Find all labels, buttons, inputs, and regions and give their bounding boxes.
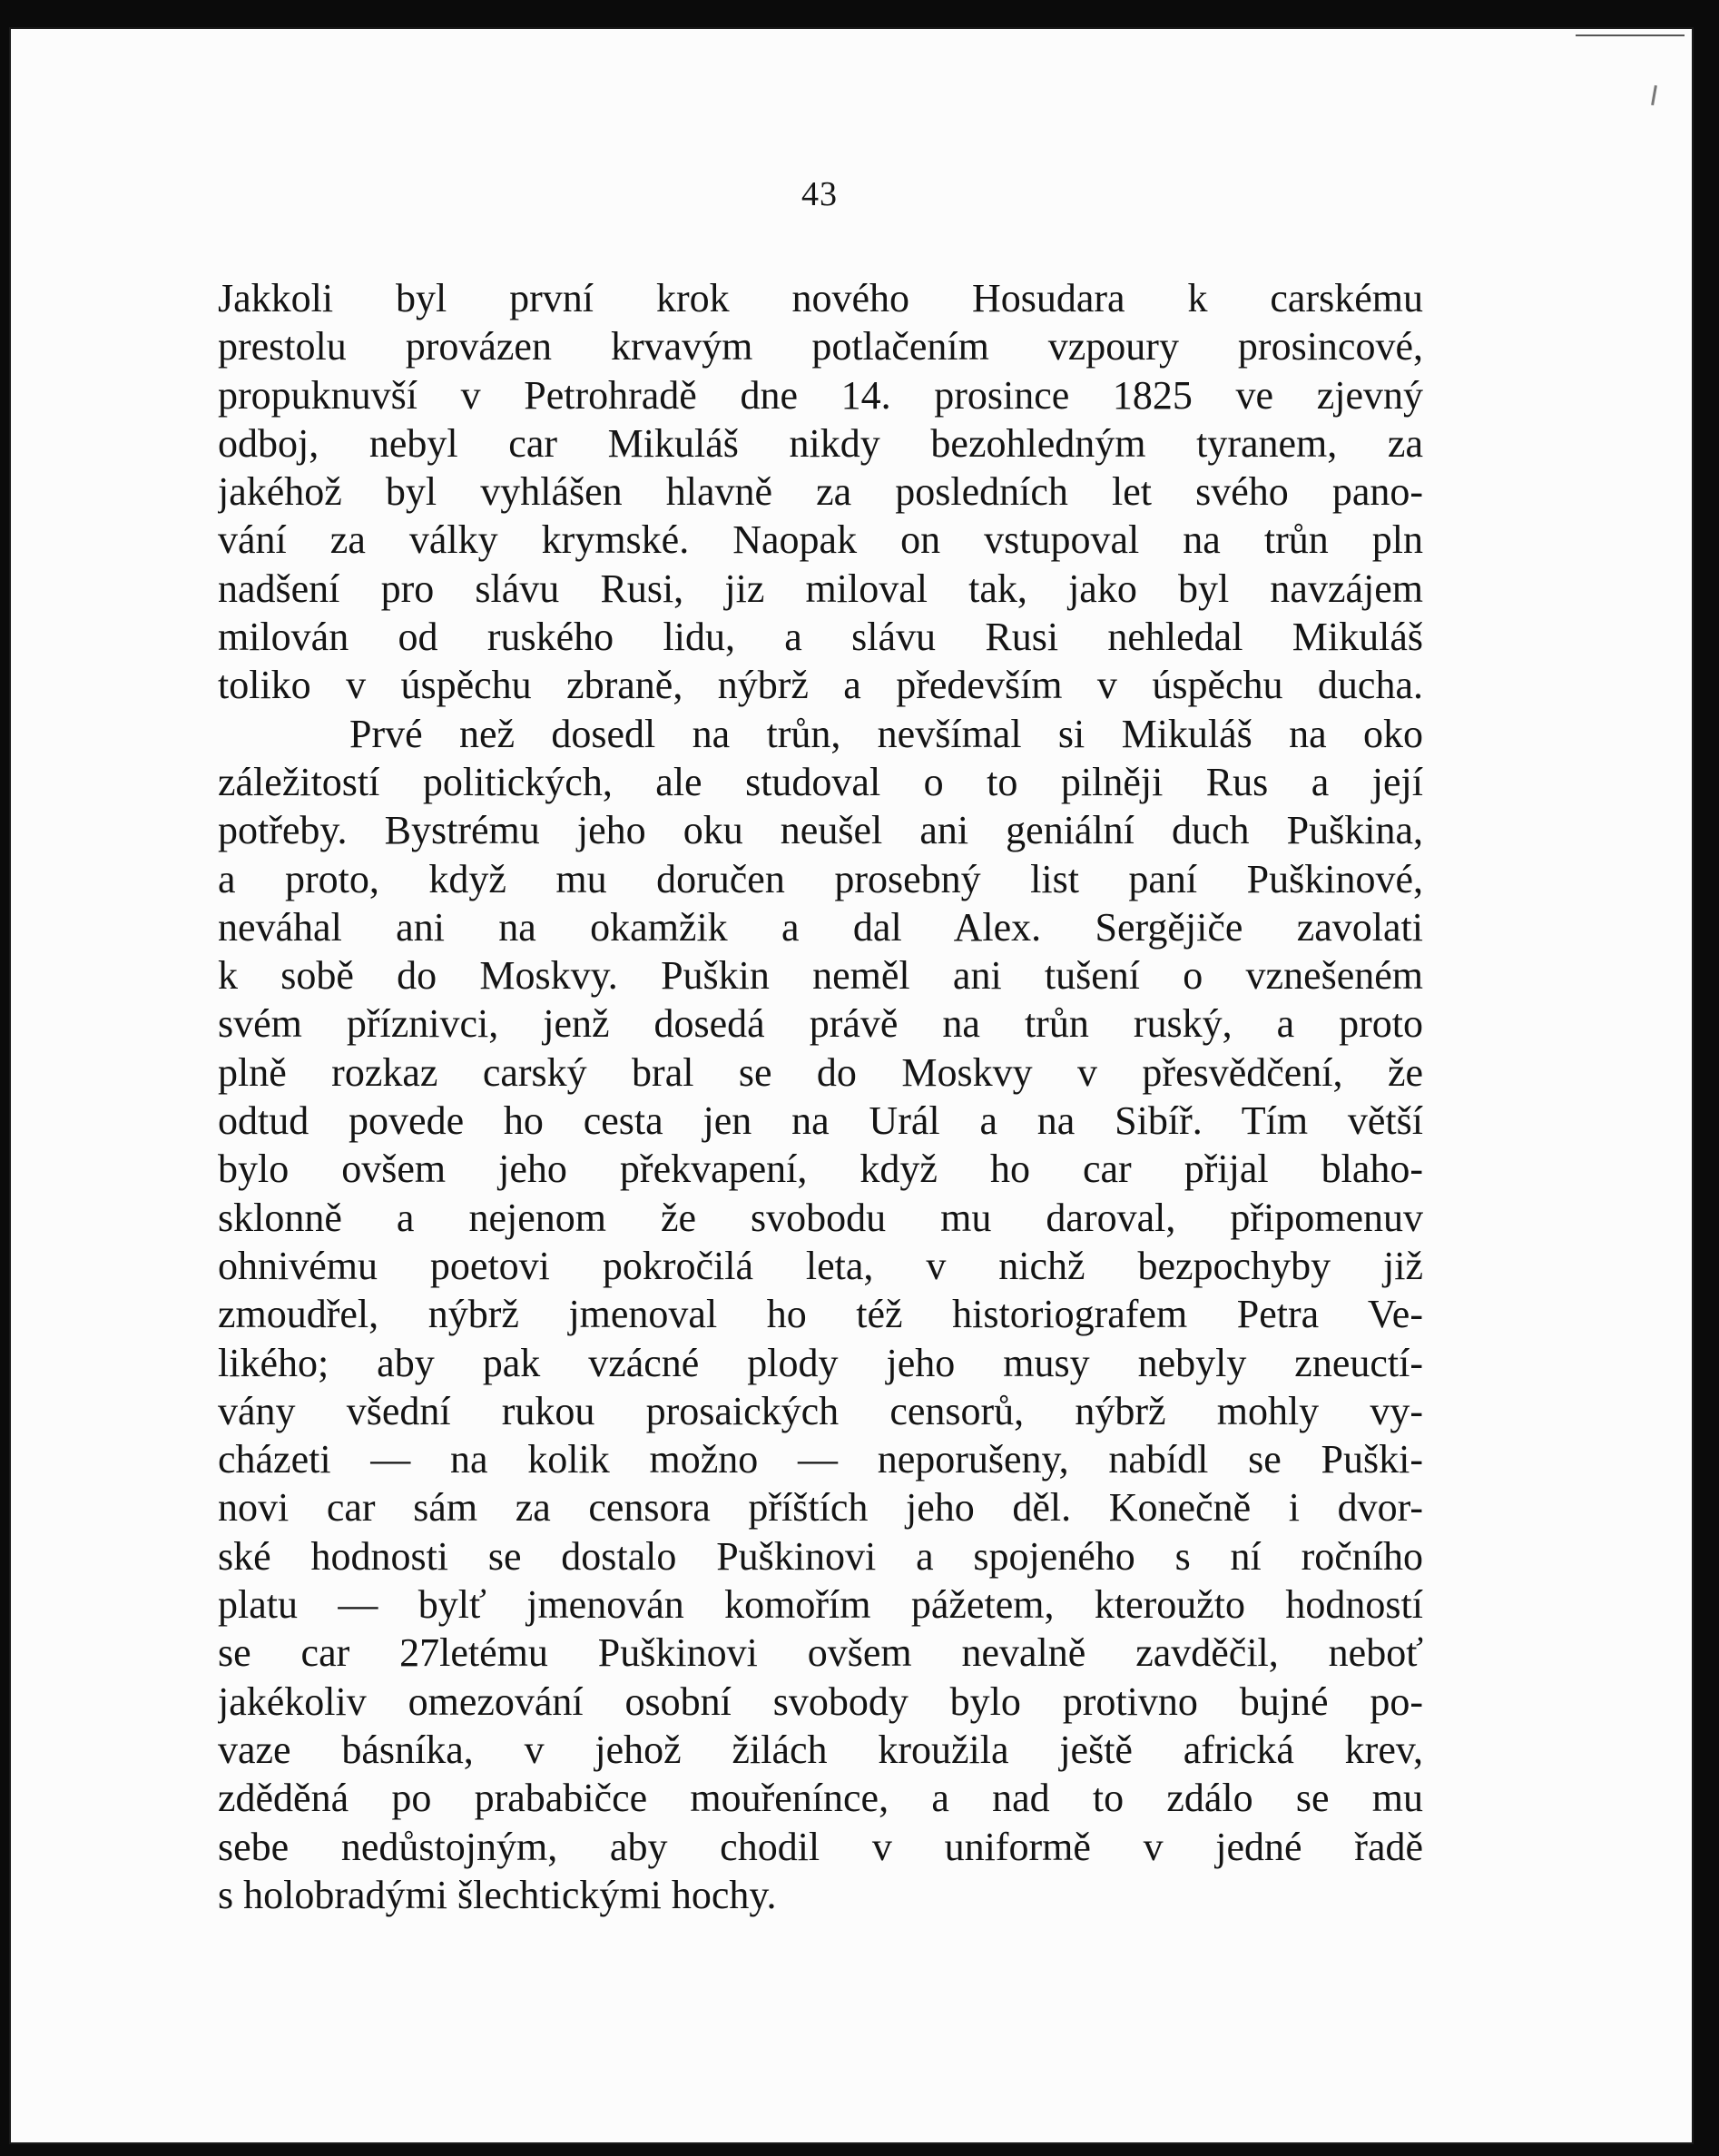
text-line: zmoudřel, nýbrž jmenoval ho též historiografem Petra Ve- <box>218 1292 1423 1337</box>
text-line: neváhal ani na okamžik a dal Alex. Sergějiče zavolati <box>218 904 1423 950</box>
text-line: milován od ruského lidu, a slávu Rusi nehledal Mikuláš <box>218 615 1423 660</box>
text-line: a proto, když mu doručen prosebný list paní Puškinové, <box>218 856 1423 901</box>
body-text <box>218 274 1423 1919</box>
page-number: 43 <box>801 175 838 213</box>
text-line: svém příznivci, jenž dosedá právě na trůn ruský, a proto <box>218 1001 1423 1047</box>
document-page <box>11 29 1692 2142</box>
text-line: jakéhož byl vyhlášen hlavně za posledních let svého pano- <box>218 469 1423 515</box>
text-line: sklonně a nejenom že svobodu mu daroval, připomenuv <box>218 1195 1423 1240</box>
text-line: vání za války krymské. Naopak on vstupoval na trůn pln <box>218 517 1423 563</box>
text-line: nadšení pro slávu Rusi, jiz miloval tak, jako byl navzájem <box>218 566 1423 611</box>
text-line: ské hodnosti se dostalo Puškinovi a spojeného s ní ročního <box>218 1533 1423 1579</box>
text-line: sebe nedůstojným, aby chodil v uniformě v jedné řadě <box>218 1824 1423 1869</box>
text-line: prestolu provázen krvavým potlačením vzpoury prosincové, <box>218 324 1423 369</box>
text-line: propuknuvší v Petrohradě dne 14. prosince 1825 ve zjevný <box>218 372 1423 418</box>
text-line: potřeby. Bystrému jeho oku neušel ani geniální duch Puškina, <box>218 808 1423 853</box>
text-line: jakékoliv omezování osobní svobody bylo protivno bujné po- <box>218 1679 1423 1724</box>
text-line: vány všední rukou prosaických censorů, nýbrž mohly vy- <box>218 1388 1423 1433</box>
text-line: odtud povede ho cesta jen na Urál a na Sibíř. Tím větší <box>218 1098 1423 1144</box>
text-line: Jakkoli byl první krok nového Hosudara k carskému <box>218 276 1423 320</box>
scan-edge-rule <box>1576 34 1685 36</box>
text-line: novi car sám za censora příštích jeho děl. Konečně i dvor- <box>218 1485 1423 1531</box>
text-line: toliko v úspěchu zbraně, nýbrž a především v úspěchu ducha. <box>218 663 1423 708</box>
text-line: odboj, nebyl car Mikuláš nikdy bezohledným tyranem, za <box>218 420 1423 466</box>
text-line: zděděná po prababičce mouřenínce, a nad to zdálo se mu <box>218 1776 1423 1821</box>
text-line: ohnivému poetovi pokročilá leta, v nichž bezpochyby již <box>218 1243 1423 1288</box>
text-line: cházeti — na kolik možno — neporušeny, nabídl se Puški- <box>218 1437 1423 1482</box>
text-line: k sobě do Moskvy. Puškin neměl ani tušení o vznešeném <box>218 953 1423 999</box>
text-line: likého; aby pak vzácné plody jeho musy nebyly zneuctí- <box>218 1340 1423 1385</box>
text-line: bylo ovšem jeho překvapení, když ho car přijal blaho- <box>218 1147 1423 1192</box>
text-line: vaze básníka, v jehož žilách kroužila ještě africká krev, <box>218 1727 1423 1772</box>
text-line: se car 27letému Puškinovi ovšem nevalně zavděčil, neboť <box>218 1630 1423 1676</box>
text-line: s holobradými šlechtickými hochy. <box>218 1872 777 1917</box>
scan-edge-mark <box>1651 85 1657 105</box>
text-line: plně rozkaz carský bral se do Moskvy v přesvědčení, že <box>218 1049 1423 1095</box>
text-line: Prvé než dosedl na trůn, nevšímal si Mikuláš na oko <box>349 711 1423 756</box>
text-line: záležitostí politických, ale studoval o to pilněji Rus a její <box>218 759 1423 804</box>
text-line: platu — bylť jmenován komořím pážetem, kteroužto hodností <box>218 1582 1423 1628</box>
